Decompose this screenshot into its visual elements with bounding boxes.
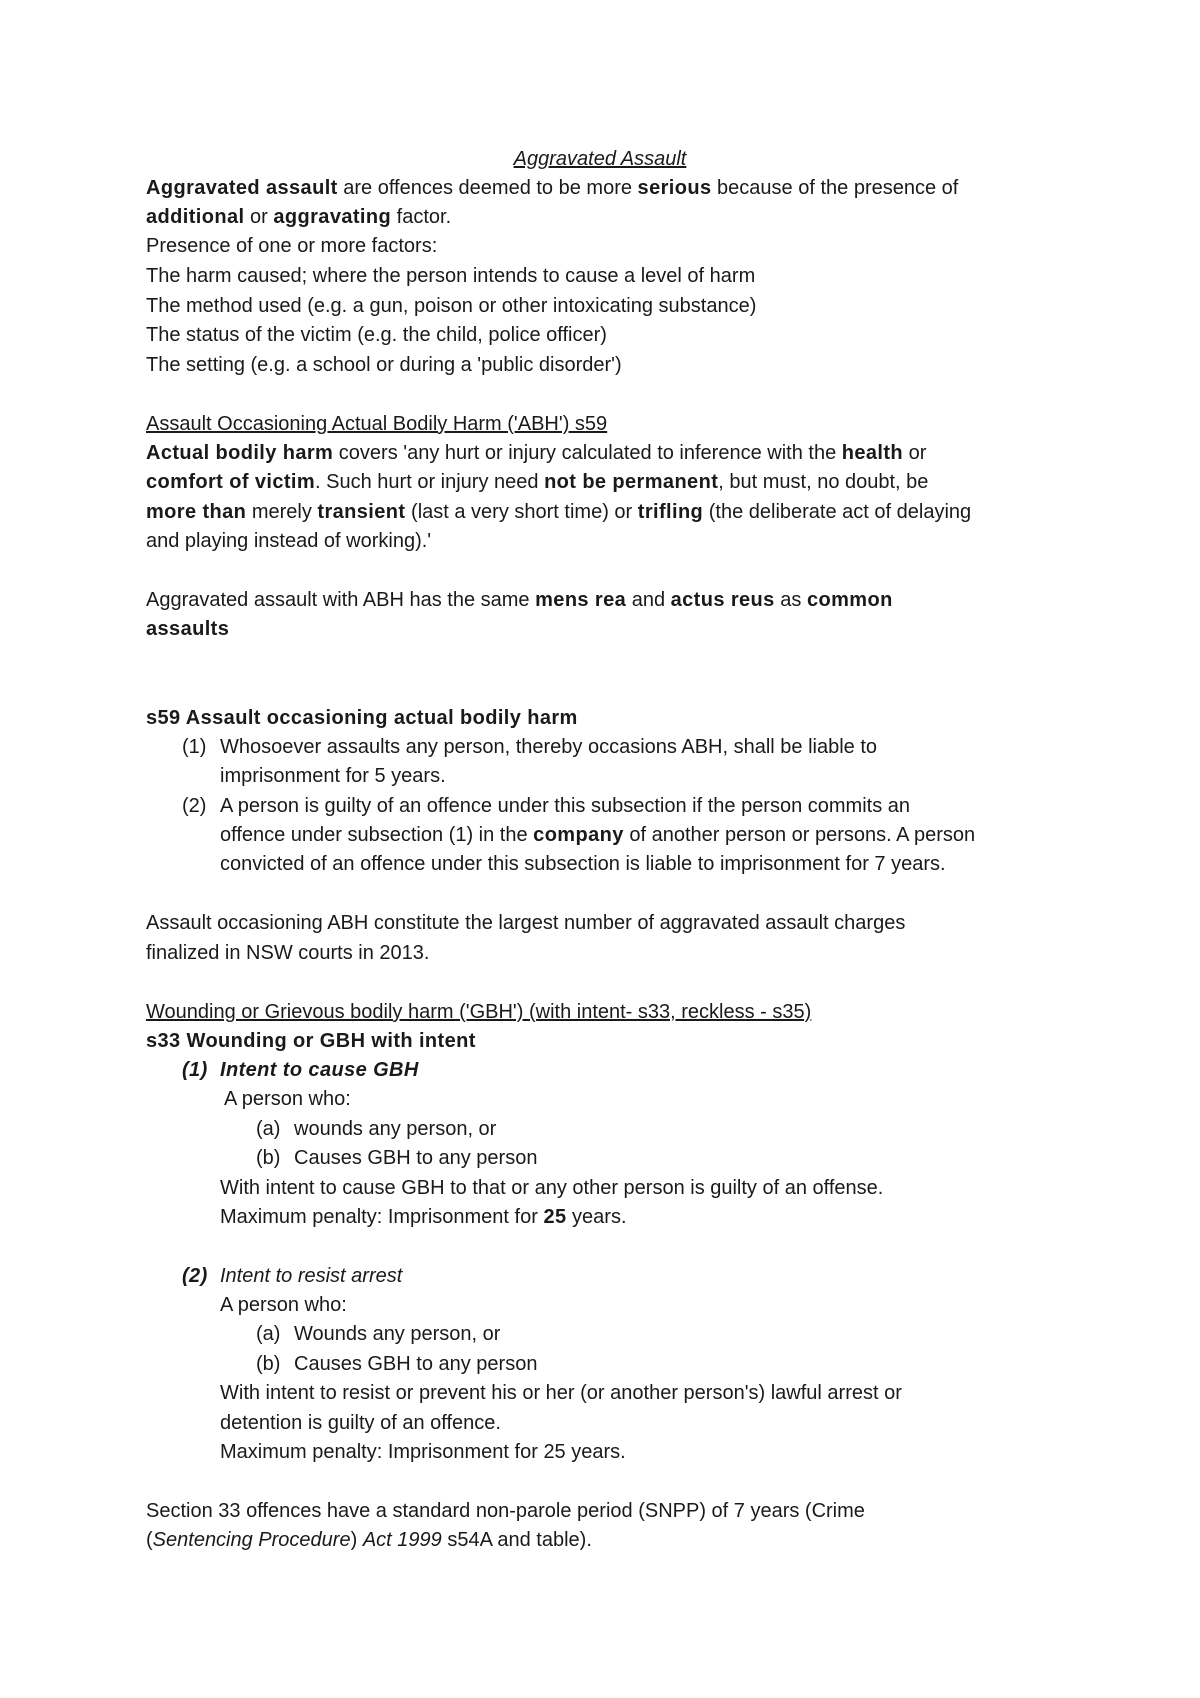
s59-item-2-line-3: convicted of an offence under this subsection is liable to imprisonment for 7 years.	[220, 853, 946, 875]
term-additional: additional	[146, 206, 245, 228]
abh-stat-line-2: finalized in NSW courts in 2013.	[146, 942, 430, 964]
intro-line-1: Aggravated assault are offences deemed to be more serious because of the presence of	[146, 177, 959, 199]
s59-item-1-line-2: imprisonment for 5 years.	[220, 765, 446, 787]
term-serious: serious	[637, 177, 712, 199]
abh-def-line-1: Actual bodily harm covers 'any hurt or injury calculated to inference with the health or	[146, 442, 927, 464]
abh-heading: Assault Occasioning Actual Bodily Harm ('ABH') s59	[146, 413, 608, 435]
s33-sub-1-b: (b) Causes GBH to any person	[256, 1147, 538, 1169]
term-aggravated-assault: Aggravated assault	[146, 177, 338, 199]
s33-heading: s33 Wounding or GBH with intent	[146, 1030, 476, 1052]
s33-sub-2-a: (a) Wounds any person, or	[256, 1323, 501, 1345]
s33-sub-1-penalty: Maximum penalty: Imprisonment for 25 years.	[220, 1206, 627, 1228]
s33-sub-2-intent-1: With intent to resist or prevent his or her (or another person's) lawful arrest or	[220, 1382, 902, 1404]
abh-same-line-1: Aggravated assault with ABH has the same mens rea and actus reus as common	[146, 589, 893, 611]
abh-same-line-2: assaults	[146, 618, 230, 640]
abh-def-line-2: comfort of victim. Such hurt or injury need not be permanent, but must, no doubt, be	[146, 471, 929, 493]
s33-sub-2-penalty: Maximum penalty: Imprisonment for 25 years.	[220, 1441, 626, 1463]
term-aggravating: aggravating	[273, 206, 392, 228]
s59-item-2-line-1: (2) A person is guilty of an offence under this subsection if the person commits an	[182, 795, 911, 817]
factor-setting: The setting (e.g. a school or during a 'public disorder')	[146, 354, 622, 376]
s59-item-1-line-1: (1) Whosoever assaults any person, thereby occasions ABH, shall be liable to	[182, 736, 878, 758]
s33-sub-2-b: (b) Causes GBH to any person	[256, 1353, 538, 1375]
snpp-line-1: Section 33 offences have a standard non-parole period (SNPP) of 7 years (Crime	[146, 1500, 865, 1522]
presence-line: Presence of one or more factors:	[146, 235, 438, 257]
s59-item-2-line-2: offence under subsection (1) in the company of another person or persons. A person	[220, 824, 976, 846]
snpp-line-2: (Sentencing Procedure) Act 1999 s54A and table).	[146, 1529, 592, 1551]
s33-sub-1-a: (a) wounds any person, or	[256, 1118, 497, 1140]
s33-sub-1-intent: With intent to cause GBH to that or any other person is guilty of an offense.	[220, 1177, 884, 1199]
factor-harm: The harm caused; where the person intends to cause a level of harm	[146, 265, 756, 287]
s33-sub-2-who: A person who:	[220, 1294, 347, 1316]
s33-sub-2-intent-2: detention is guilty of an offence.	[220, 1412, 501, 1434]
abh-def-line-4: and playing instead of working).'	[146, 530, 432, 552]
factor-method: The method used (e.g. a gun, poison or other intoxicating substance)	[146, 295, 757, 317]
s33-sub-2-title: (2) Intent to resist arrest	[182, 1265, 403, 1287]
factor-status: The status of the victim (e.g. the child, police officer)	[146, 324, 607, 346]
s59-heading: s59 Assault occasioning actual bodily harm	[146, 707, 578, 729]
intro-line-2: additional or aggravating factor.	[146, 206, 452, 228]
s33-sub-1-who: A person who:	[224, 1088, 351, 1110]
gbh-heading: Wounding or Grievous bodily harm ('GBH') (with intent- s33, reckless - s35)	[146, 1001, 812, 1023]
abh-def-line-3: more than merely transient (last a very short time) or trifling (the deliberate act of delaying	[146, 501, 972, 523]
page-title: Aggravated Assault	[513, 148, 687, 170]
s33-sub-1-title: (1) Intent to cause GBH	[182, 1059, 419, 1081]
abh-stat-line-1: Assault occasioning ABH constitute the largest number of aggravated assault charges	[146, 912, 906, 934]
